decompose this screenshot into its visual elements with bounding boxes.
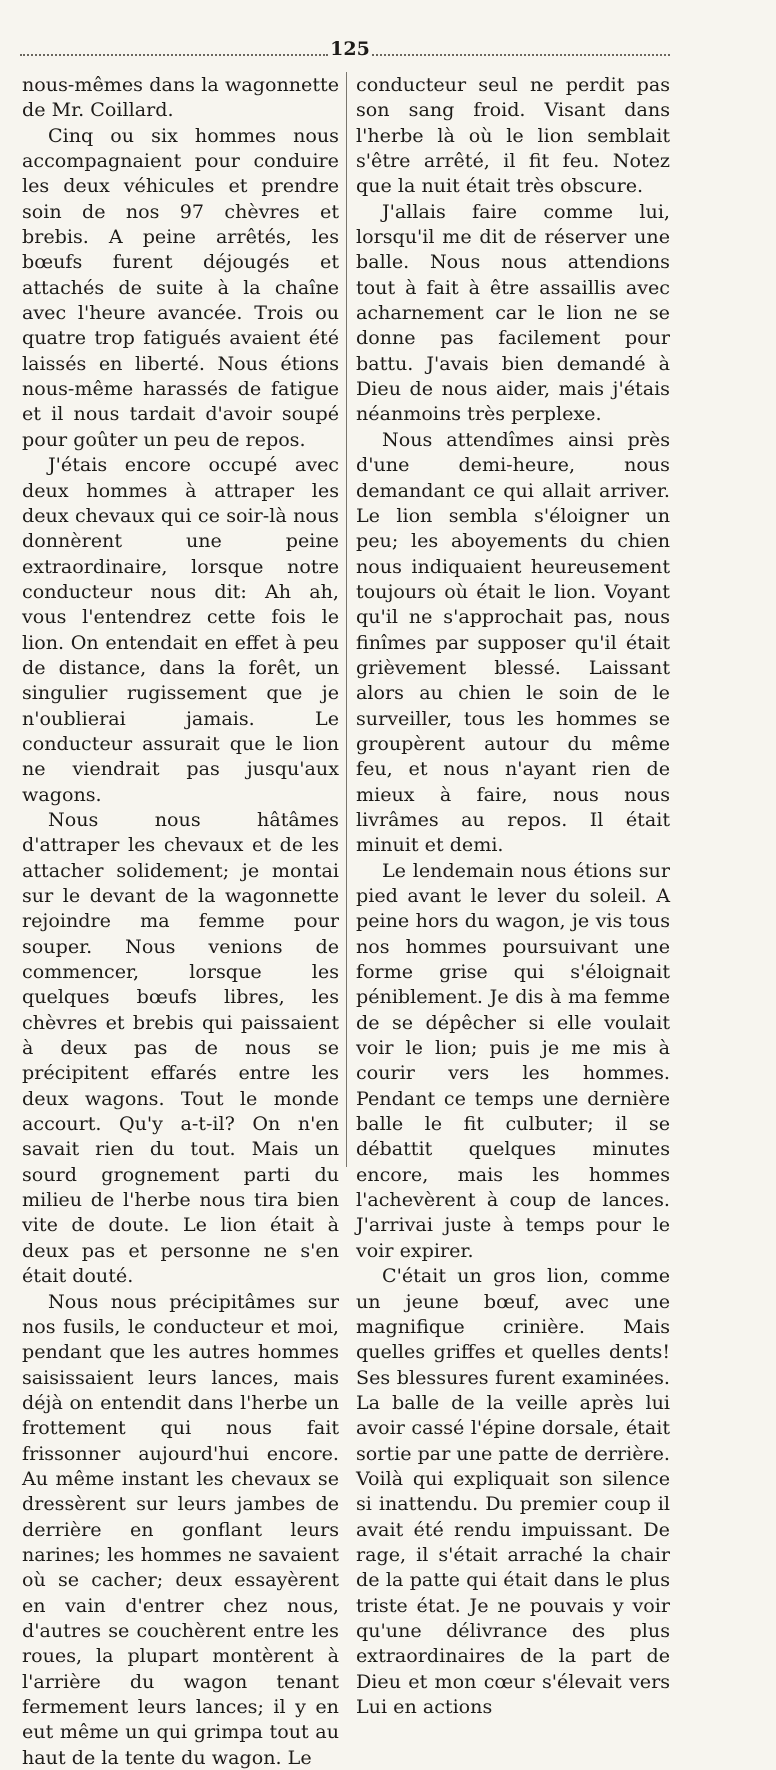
page-header: [20, 38, 670, 68]
left-paragraph-5: Nous nous précipitâmes sur nos fusils, le conducteur et moi, pendant que les autres hommes saisissaient leurs lances, mais déjà on entendit dans l'herbe un frottement qui nous fait frissonner aujourd'hui encore. Au même instant les chevaux se dressèrent sur leurs jambes de derrière en gonflant leurs narines; les hommes ne savaient où se cacher; deux essayèrent en vain d'entrer chez nous, d'autres se couchèrent entre les roues, la plupart montèrent à l'arrière du wagon tenant fermement leurs lances; il y en eut même un qui grimpa tout au haut de la tente du wagon. Le: [22, 1289, 339, 1770]
left-paragraph-2: Cinq ou six hommes nous accompagnaient pour conduire les deux véhicules et prendre soin de nos 97 chèvres et brebis. A peine arrêtés, les bœufs furent déjougés et attachés de suite à la chaîne avec l'heure avancée. Trois ou quatre trop fatigués avaient été laissés en liberté. Nous étions nous-même harassés de fatigue et il nous tardait d'avoir soupé pour goûter un peu de repos.: [22, 123, 339, 452]
left-paragraph-3: J'étais encore occupé avec deux hommes à attraper les deux chevaux qui ce soir-là nous donnèrent une peine extraordinaire, lorsque notre conducteur nous dit: Ah ah, vous l'entendrez cette fois le lion. On entendait en effet à peu de distance, dans la forêt, un singulier rugissement que je n'oublierai jamais. Le conducteur assurait que le lion ne viendrait pas jusqu'aux wagons.: [22, 452, 339, 807]
right-paragraph-3: Nous attendîmes ainsi près d'une demi-heure, nous demandant ce qui allait arriver. Le lion sembla s'éloigner un peu; les aboyements du chien nous indiquaient heureusement toujours où était le lion. Voyant qu'il ne s'approchait pas, nous finîmes par supposer qu'il était grièvement blessé. Laissant alors au chien le soin de le surveiller, tous les hommes se groupèrent autour du même feu, et nous n'ayant rien de mieux à faire, nous nous livrâmes au repos. Il était minuit et demi.: [356, 427, 670, 858]
right-paragraph-1: conducteur seul ne perdit pas son sang froid. Visant dans l'herbe là où le lion semblait s'être arrêté, il fit feu. Notez que la nuit était très obscure.: [356, 72, 670, 199]
page-number: 125: [320, 38, 380, 60]
column-divider: [346, 72, 347, 1167]
left-paragraph-1: nous-mêmes dans la wagonnette de Mr. Coillard.: [22, 72, 339, 123]
left-column: [22, 72, 339, 1770]
right-column: [356, 72, 670, 1719]
right-paragraph-2: J'allais faire comme lui, lorsqu'il me dit de réserver une balle. Nous nous attendions tout à fait à être assaillis avec acharnement car le lion ne se donne pas facilement pour battu. J'avais bien demandé à Dieu de nous aider, mais j'étais néanmoins très perplexe.: [356, 199, 670, 427]
right-paragraph-4: Le lendemain nous étions sur pied avant le lever du soleil. A peine hors du wagon, je vis tous nos hommes poursuivant une forme grise qui s'éloignait péniblement. Je dis à ma femme de se dépêcher si elle voulait voir le lion; puis je me mis à courir vers les hommes. Pendant ce temps une dernière balle le fit culbuter; il se débattit quelques minutes encore, mais les hommes l'achevèrent à coup de lances. J'arrivai juste à temps pour le voir expirer.: [356, 858, 670, 1264]
header-rule-left: [20, 54, 328, 56]
right-paragraph-5: C'était un gros lion, comme un jeune bœuf, avec une magnifique crinière. Mais quelles griffes et quelles dents! Ses blessures furent examinées. La balle de la veille après lui avoir cassé l'épine dorsale, était sortie par une patte de derrière. Voilà qui expliquait son silence si inattendu. Du premier coup il avait été rendu impuissant. De rage, il s'était arraché la chair de la patte qui était dans le plus triste état. Je ne pouvais y voir qu'une délivrance des plus extraordinaires de la part de Dieu et mon cœur s'élevait vers Lui en actions: [356, 1263, 670, 1719]
header-rule-right: [372, 54, 670, 56]
left-paragraph-4: Nous nous hâtâmes d'attraper les chevaux et de les attacher solidement; je montai sur le devant de la wagonnette rejoindre ma femme pour souper. Nous venions de commencer, lorsque les quelques bœufs libres, les chèvres et brebis qui paissaient à deux pas de nous se précipitent effarés entre les deux wagons. Tout le monde accourt. Qu'y a-t-il? On n'en savait rien du tout. Mais un sourd grognement parti du milieu de l'herbe nous tira bien vite de doute. Le lion était à deux pas et personne ne s'en était douté.: [22, 807, 339, 1289]
